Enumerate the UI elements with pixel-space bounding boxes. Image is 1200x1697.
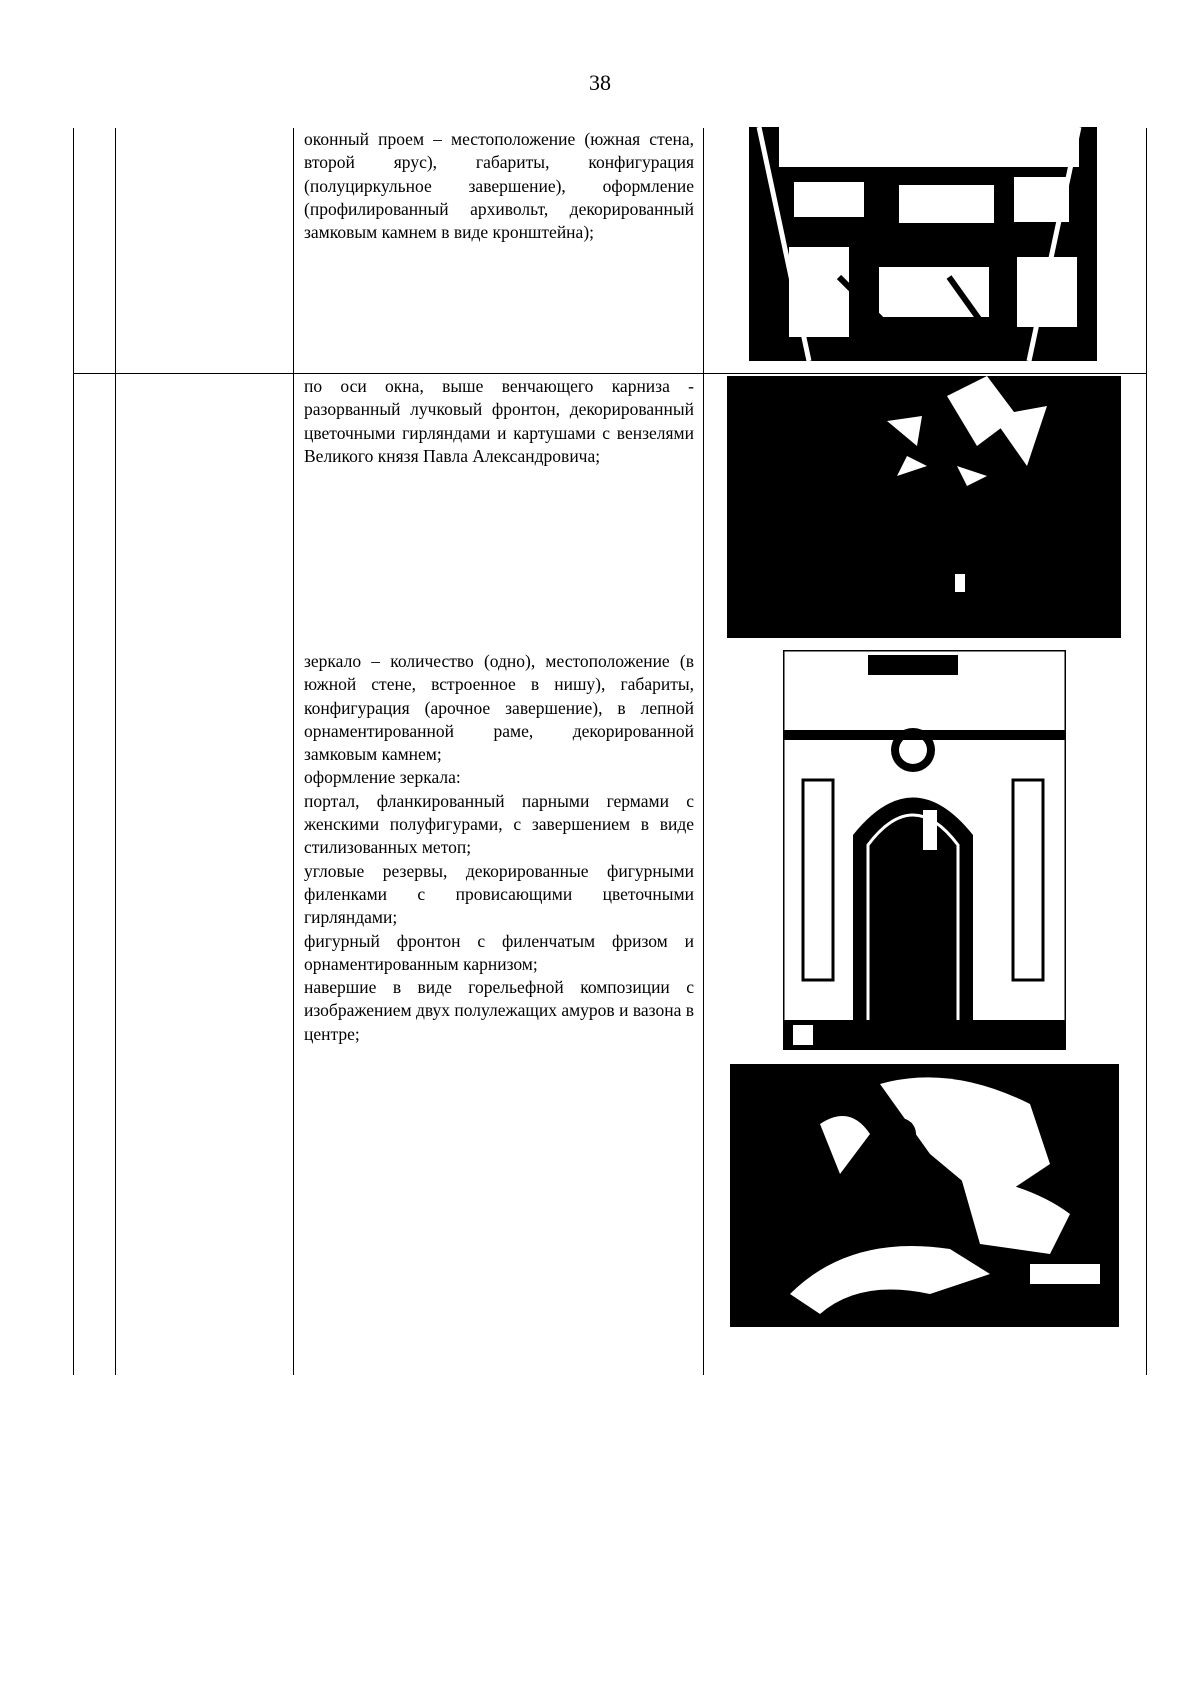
- description-paragraph: по оси окна, выше венчающего карниза - разорванный лучковый фронтон, декорированный цветочными гирляндами и картушами с вензелями Великого князя Павла Александровича;: [304, 376, 694, 466]
- table-border-right: [1146, 128, 1147, 1375]
- table-row-divider: [73, 373, 1147, 374]
- table-border-left: [73, 128, 74, 1375]
- table-row-2-description: [304, 375, 694, 468]
- broken-pediment-photo: [727, 376, 1121, 638]
- cupids-sculpture-photo: [730, 1064, 1119, 1327]
- mirror-portal-photo: [783, 650, 1066, 1050]
- page-number: 38: [589, 70, 611, 95]
- description-paragraph: оформление зеркала:: [304, 767, 461, 788]
- table-column-divider: [293, 128, 294, 1375]
- table-column-divider: [115, 128, 116, 1375]
- description-paragraph: портал, фланкированный парными гермами с женскими полуфигурами, с завершением в виде стилизованных метоп;: [304, 790, 694, 858]
- table-row-3-description: [304, 650, 694, 1046]
- description-paragraph: зеркало – количество (одно), местоположение (в южной стене, встроенное в нишу), габариты, конфигурация (арочное завершение), в лепной орнаментированной раме, декорированной замковым камнем;: [304, 651, 694, 765]
- description-paragraph: фигурный фронтон с филенчатым фризом и орнаментированным карнизом;: [304, 930, 694, 974]
- table-row-1-description: [304, 128, 694, 244]
- description-paragraph: навершие в виде горельефной композиции с изображением двух полулежащих амуров и вазона в центре;: [304, 977, 694, 1044]
- window-opening-photo: [749, 127, 1097, 361]
- description-paragraph: оконный проем – местоположение (южная стена, второй ярус), габариты, конфигурация (полуциркульное завершение), оформление (профилированный архивольт, декорированный замковым камнем в виде кронштейна);: [304, 129, 694, 243]
- description-paragraph: угловые резервы, декорированные фигурными филенками с провисающими цветочными гирляндами;: [304, 860, 694, 928]
- table-column-divider: [703, 128, 704, 1375]
